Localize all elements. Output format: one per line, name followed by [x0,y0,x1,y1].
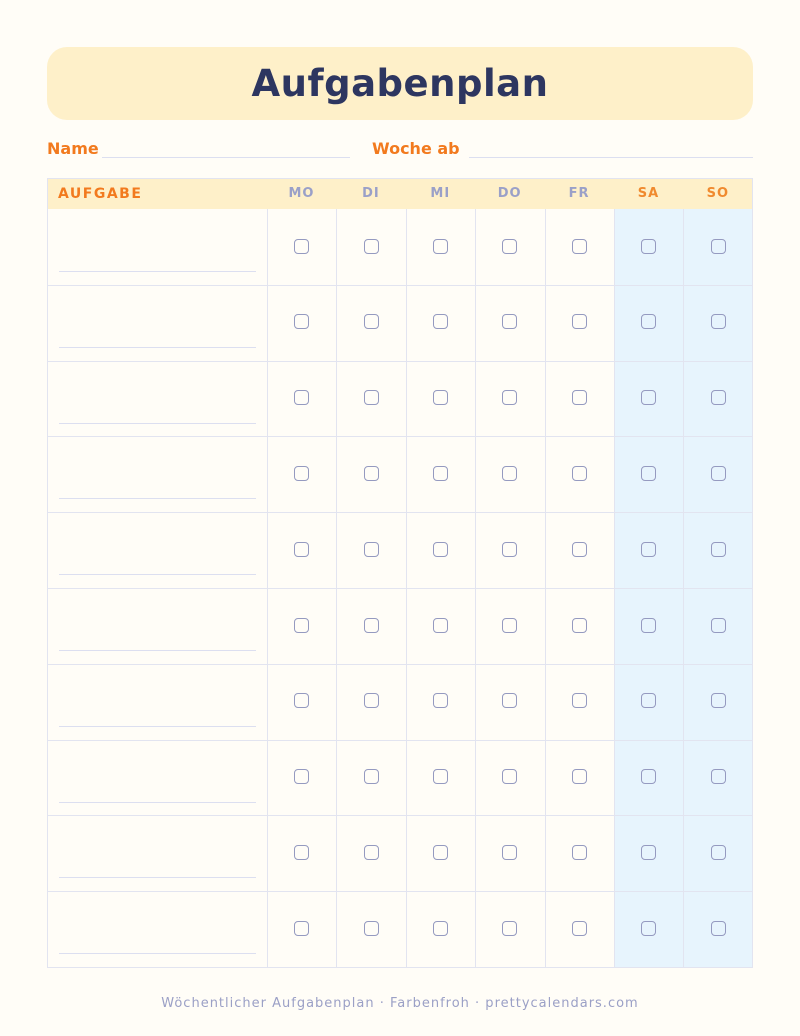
checkbox-sa[interactable] [641,390,656,405]
checkbox-mo[interactable] [294,314,309,329]
page-title: Aufgabenplan [251,62,549,105]
checkbox-do[interactable] [502,466,517,481]
checkbox-fr[interactable] [572,314,587,329]
day-header-so: SO [706,186,730,201]
week-start-field[interactable] [469,157,753,158]
checkbox-do[interactable] [502,314,517,329]
checkbox-mi[interactable] [433,921,448,936]
checkbox-fr[interactable] [572,390,587,405]
checkbox-do[interactable] [502,390,517,405]
checkbox-sa[interactable] [641,239,656,254]
checkbox-fr[interactable] [572,466,587,481]
checkbox-fr[interactable] [572,769,587,784]
row-divider [48,436,752,437]
checkbox-so[interactable] [711,390,726,405]
task-entry-line[interactable] [59,498,256,499]
checkbox-di[interactable] [364,845,379,860]
week-start-label: Woche ab [372,139,460,158]
checkbox-do[interactable] [502,618,517,633]
checkbox-fr[interactable] [572,921,587,936]
task-entry-line[interactable] [59,802,256,803]
checkbox-sa[interactable] [641,542,656,557]
task-entry-line[interactable] [59,877,256,878]
checkbox-di[interactable] [364,693,379,708]
checkbox-so[interactable] [711,921,726,936]
checkbox-do[interactable] [502,769,517,784]
task-entry-line[interactable] [59,347,256,348]
task-entry-line[interactable] [59,271,256,272]
row-divider [48,740,752,741]
checkbox-mo[interactable] [294,542,309,557]
row-divider [48,664,752,665]
checkbox-di[interactable] [364,921,379,936]
checkbox-sa[interactable] [641,845,656,860]
checkbox-mi[interactable] [433,466,448,481]
checkbox-mi[interactable] [433,390,448,405]
name-label: Name [47,139,99,158]
checkbox-mo[interactable] [294,618,309,633]
checkbox-so[interactable] [711,466,726,481]
day-header-fr: FR [568,186,590,201]
checkbox-mi[interactable] [433,618,448,633]
checkbox-mo[interactable] [294,845,309,860]
checkbox-so[interactable] [711,769,726,784]
checkbox-sa[interactable] [641,466,656,481]
task-entry-line[interactable] [59,726,256,727]
row-divider [48,815,752,816]
task-column-header: AUFGABE [58,186,143,202]
checkbox-mi[interactable] [433,845,448,860]
checkbox-so[interactable] [711,618,726,633]
checkbox-so[interactable] [711,239,726,254]
checkbox-mi[interactable] [433,769,448,784]
task-entry-line[interactable] [59,953,256,954]
task-grid [47,178,753,968]
checkbox-mo[interactable] [294,466,309,481]
row-divider [48,285,752,286]
checkbox-di[interactable] [364,390,379,405]
checkbox-fr[interactable] [572,845,587,860]
checkbox-so[interactable] [711,314,726,329]
footer-text: Wöchentlicher Aufgabenplan · Farbenfroh · prettycalendars.com [161,996,639,1011]
checkbox-mi[interactable] [433,542,448,557]
checkbox-do[interactable] [502,921,517,936]
task-entry-line[interactable] [59,650,256,651]
checkbox-mo[interactable] [294,693,309,708]
row-divider [48,588,752,589]
checkbox-so[interactable] [711,542,726,557]
checkbox-fr[interactable] [572,618,587,633]
checkbox-di[interactable] [364,466,379,481]
checkbox-fr[interactable] [572,693,587,708]
row-divider [48,512,752,513]
row-divider [48,891,752,892]
checkbox-sa[interactable] [641,314,656,329]
day-header-mo: MO [288,186,315,201]
checkbox-sa[interactable] [641,618,656,633]
name-field[interactable] [102,157,350,158]
task-entry-line[interactable] [59,574,256,575]
checkbox-do[interactable] [502,845,517,860]
checkbox-di[interactable] [364,314,379,329]
checkbox-mo[interactable] [294,239,309,254]
title-banner [47,47,753,120]
day-header-mi: MI [430,186,451,201]
checkbox-di[interactable] [364,618,379,633]
day-header-di: DI [362,186,380,201]
checkbox-fr[interactable] [572,542,587,557]
table-header-row [48,179,752,209]
checkbox-do[interactable] [502,693,517,708]
checkbox-do[interactable] [502,239,517,254]
checkbox-mi[interactable] [433,314,448,329]
checkbox-mo[interactable] [294,921,309,936]
task-entry-line[interactable] [59,423,256,424]
day-header-sa: SA [637,186,660,201]
day-header-do: DO [497,186,522,201]
checkbox-di[interactable] [364,769,379,784]
checkbox-fr[interactable] [572,239,587,254]
checkbox-sa[interactable] [641,693,656,708]
checkbox-sa[interactable] [641,769,656,784]
checkbox-mi[interactable] [433,239,448,254]
checkbox-mi[interactable] [433,693,448,708]
checkbox-do[interactable] [502,542,517,557]
checkbox-mo[interactable] [294,769,309,784]
row-divider [48,361,752,362]
checkbox-di[interactable] [364,239,379,254]
checkbox-mo[interactable] [294,390,309,405]
checkbox-sa[interactable] [641,921,656,936]
checkbox-so[interactable] [711,845,726,860]
checkbox-di[interactable] [364,542,379,557]
checkbox-so[interactable] [711,693,726,708]
